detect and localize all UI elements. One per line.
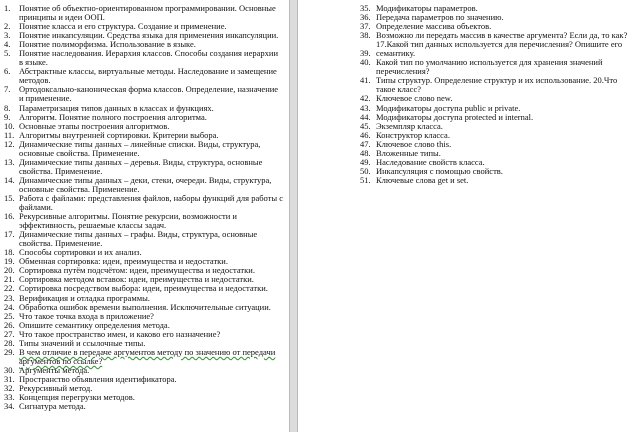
item-number: 45. [360, 120, 371, 131]
item-number: 8. [4, 102, 11, 113]
item-number: 39. [360, 48, 371, 59]
list-item [4, 49, 283, 67]
item-text: Основные этапы построения алгоритмов. [19, 120, 170, 131]
item-text: Рекурсивные алгоритмы. Понятие рекурсии, возможности и эффективность, решаемые классы задач. [19, 211, 237, 231]
item-number: 1. [4, 3, 11, 13]
item-text: Понятие наследования. Иерархия классов. Способы создания иерархии в языке. [19, 48, 278, 68]
item-number: 16. [4, 211, 15, 222]
item-number: 44. [360, 111, 371, 122]
item-number: 51. [360, 174, 371, 185]
item-number: 15. [4, 192, 15, 203]
item-text: Вложенные типы. [376, 147, 441, 158]
item-number: 38. [360, 30, 371, 41]
item-number: 37. [360, 21, 371, 32]
item-text: Динамические типы данных – графы. Виды, структура, основные свойства. Применение. [19, 229, 258, 249]
item-number: 5. [4, 48, 11, 59]
list-item [4, 176, 283, 194]
list-item [360, 58, 630, 76]
question-list-left [4, 4, 283, 411]
item-number: 46. [360, 129, 371, 140]
item-text: Сортировка методом вставок: идеи, преимущества и недостатки. [19, 274, 254, 285]
list-item [360, 76, 630, 94]
item-number: 42. [360, 93, 371, 104]
item-text: Понятие класса и его структура. Создание и применение. [19, 21, 227, 32]
item-number: 35. [360, 3, 371, 13]
item-number: 18. [4, 247, 15, 258]
item-text: Типы структур. Определение структур и их использование. 20.Что такое класс? [376, 75, 618, 95]
item-number: 50. [360, 165, 371, 176]
item-number: 29. [4, 346, 15, 357]
item-text: Динамические типы данных – деревья. Виды, структура, основные свойства. Применение. [19, 156, 263, 176]
item-text: Передача параметров по значению. [376, 12, 504, 23]
item-number: 31. [4, 373, 15, 384]
item-number: 28. [4, 337, 15, 348]
item-text: Обменная сортировка: идеи, преимущества и недостатки. [19, 256, 228, 267]
item-number: 20. [4, 265, 15, 276]
item-number: 36. [360, 12, 371, 23]
item-text: Обработка ошибок времени выполнения. Исключительные ситуации. [19, 301, 271, 312]
item-text: Какой тип по умолчанию используется для хранения значений перечисления? [376, 57, 603, 77]
item-text: Опишите семантику определения метода. [19, 319, 170, 330]
item-text: Ключевые слова get и set. [376, 174, 469, 185]
item-text: Наследование свойств класса. [376, 156, 485, 167]
item-number: 22. [4, 283, 15, 294]
item-text: Пространство объявления идентификатора. [19, 373, 177, 384]
item-number: 48. [360, 147, 371, 158]
item-text: Динамические типы данных – линейные списки. Виды, структура, основные свойства. Применение. [19, 138, 261, 158]
item-number: 14. [4, 174, 15, 185]
document-page-right [298, 0, 640, 432]
item-text: Возможно ли передать массив в качестве аргумента? Если да, то как? 17.Какой тип данных используется для перечисления? Опишите его [376, 30, 628, 50]
item-text: Ортодоксально-каноническая форма классов. Определение, назначение и применение. [19, 84, 279, 104]
item-text: Модификаторы доступа public и private. [376, 102, 521, 113]
item-number: 10. [4, 120, 15, 131]
item-number: 3. [4, 30, 11, 41]
list-item [4, 4, 283, 22]
item-text: Ключевое слово new. [376, 93, 453, 104]
item-number: 43. [360, 102, 371, 113]
item-number: 30. [4, 364, 15, 375]
item-number: 9. [4, 111, 11, 122]
list-item [4, 140, 283, 158]
item-text: Алгоритм. Понятие полного построения алгоритма. [19, 111, 207, 122]
item-text: Экземпляр класса. [376, 120, 443, 131]
item-number: 34. [4, 401, 15, 412]
item-number: 6. [4, 66, 11, 77]
item-text: Алгоритмы внутренней сортировки. Критерии выбора. [19, 129, 219, 140]
list-item [4, 67, 283, 85]
item-text: Сортировка путём подсчётом: идеи, преимущества и недостатки. [19, 265, 255, 276]
document-page-left [0, 0, 289, 432]
item-text: Типы значений и ссылочные типы. [19, 337, 146, 348]
item-number: 21. [4, 274, 15, 285]
list-item [360, 31, 630, 49]
item-text: Инкапсуляция с помощью свойств. [376, 165, 503, 176]
item-text: Определение массива объектов. [376, 21, 492, 32]
item-number: 11. [4, 129, 15, 140]
question-list-right [360, 4, 630, 185]
list-item [4, 348, 283, 366]
item-number: 19. [4, 256, 15, 267]
item-text: Ключевое слово this. [376, 138, 452, 149]
list-item [4, 85, 283, 103]
item-number: 23. [4, 292, 15, 303]
item-number: 41. [360, 75, 371, 86]
item-text: Аргументы метода. [19, 364, 90, 375]
item-text: Сортировка посредством выбора: идеи, преимущества и недостатки. [19, 283, 268, 294]
item-text: Сигнатура метода. [19, 401, 86, 412]
item-text: Конструктор класса. [376, 129, 450, 140]
item-text: Способы сортировки и их анализ. [19, 247, 142, 258]
item-number: 7. [4, 84, 11, 95]
list-item [4, 212, 283, 230]
item-number: 12. [4, 138, 15, 149]
item-text: Рекурсивный метод. [19, 382, 93, 393]
item-number: 2. [4, 21, 11, 32]
list-item [4, 402, 283, 411]
item-text: Модификаторы доступа protected и internal. [376, 111, 534, 122]
list-item [360, 176, 630, 185]
item-text: Что такое пространство имен, и каково его назначение? [19, 328, 221, 339]
item-text: Концепция перегрузки методов. [19, 392, 135, 403]
item-number: 25. [4, 310, 15, 321]
page-separator [289, 0, 298, 432]
item-number: 47. [360, 138, 371, 149]
item-text: В чем отличие в передаче аргументов методу по значению от передачи аргументов по ссылке? [19, 346, 276, 366]
item-text: Параметризация типов данных в классах и функциях. [19, 102, 214, 113]
item-number: 13. [4, 156, 15, 167]
list-item [4, 158, 283, 176]
item-text: Работа с файлами: представления файлов, наборы функций для работы с файлами. [19, 192, 284, 213]
item-text: Понятие полиморфизма. Использование в языке. [19, 39, 196, 50]
item-number: 17. [4, 229, 15, 240]
list-item [4, 194, 283, 212]
item-number: 27. [4, 328, 15, 339]
item-text: Понятие инкапсуляции. Средства языка для применения инкапсуляции. [19, 30, 279, 41]
item-text: Что такое точка входа в приложение? [19, 310, 154, 321]
item-number: 26. [4, 319, 15, 330]
item-text: Динамические типы данных – деки, стеки, очереди. Виды, структура, основные свойства. Применение. [19, 174, 272, 194]
item-number: 24. [4, 301, 15, 312]
item-text: семантику. [376, 48, 416, 59]
item-number: 49. [360, 156, 371, 167]
item-text: Абстрактные классы, виртуальные методы. Наследование и замещение методов. [19, 66, 277, 86]
item-number: 4. [4, 39, 11, 50]
item-number: 33. [4, 392, 15, 403]
item-number: 32. [4, 382, 15, 393]
item-text: Понятие об объектно-ориентированном программировании. Основные принципы и идеи ООП. [19, 3, 276, 23]
item-text: Модификаторы параметров. [376, 3, 478, 13]
item-text: Верификация и отладка программы. [19, 292, 150, 303]
item-number: 40. [360, 57, 371, 68]
list-item [4, 230, 283, 248]
